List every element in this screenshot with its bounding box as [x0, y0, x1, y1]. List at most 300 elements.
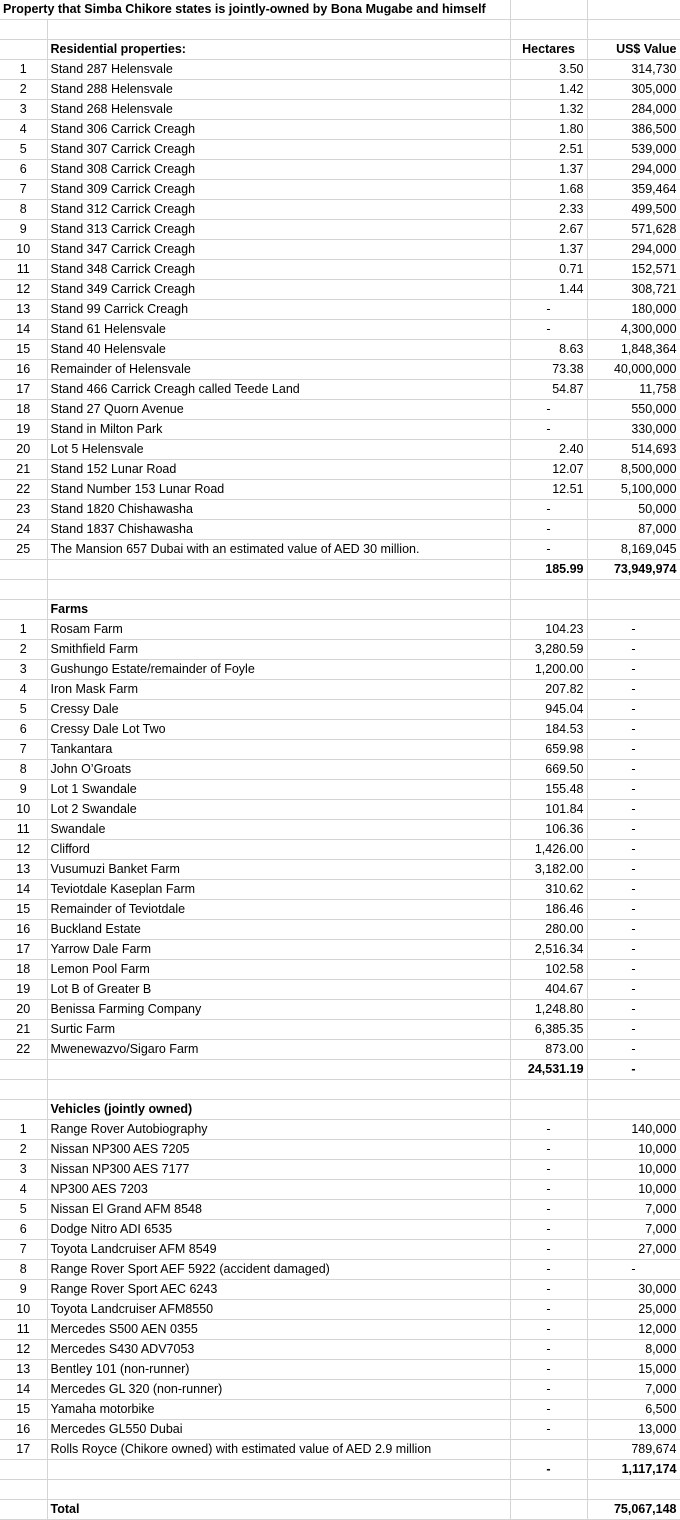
value-cell[interactable]: 50,000: [587, 500, 680, 520]
grand-total-value[interactable]: 75,067,148: [587, 1500, 680, 1520]
hectares-cell[interactable]: 945.04: [510, 700, 587, 720]
hectares-cell[interactable]: -: [510, 1320, 587, 1340]
value-cell[interactable]: 15,000: [587, 1360, 680, 1380]
item-name[interactable]: Swandale: [47, 820, 510, 840]
hectares-column-header[interactable]: Hectares: [510, 40, 587, 60]
value-cell[interactable]: 10,000: [587, 1140, 680, 1160]
value-cell[interactable]: -: [587, 1040, 680, 1060]
row-number[interactable]: 14: [0, 320, 47, 340]
hectares-cell[interactable]: -: [510, 1240, 587, 1260]
item-name[interactable]: Remainder of Teviotdale: [47, 900, 510, 920]
farms-heading[interactable]: Farms: [47, 600, 510, 620]
hectares-cell[interactable]: -: [510, 1260, 587, 1280]
residential-row: [0, 500, 680, 520]
row-number[interactable]: 2: [0, 80, 47, 100]
vehicles-row: [0, 1400, 680, 1420]
item-name[interactable]: Stand 313 Carrick Creagh: [47, 220, 510, 240]
residential-heading[interactable]: Residential properties:: [47, 40, 510, 60]
residential-row: [0, 180, 680, 200]
value-cell[interactable]: -: [587, 960, 680, 980]
row-number[interactable]: 20: [0, 1000, 47, 1020]
hectares-cell[interactable]: -: [510, 1340, 587, 1360]
row-number[interactable]: 19: [0, 980, 47, 1000]
hectares-cell[interactable]: -: [510, 400, 587, 420]
value-cell[interactable]: 789,674: [587, 1440, 680, 1460]
item-name[interactable]: Stand 40 Helensvale: [47, 340, 510, 360]
row-number[interactable]: 10: [0, 240, 47, 260]
item-name[interactable]: Mercedes GL550 Dubai: [47, 1420, 510, 1440]
row-number[interactable]: 13: [0, 860, 47, 880]
vehicles-heading[interactable]: Vehicles (jointly owned): [47, 1100, 510, 1120]
item-name[interactable]: Stand 307 Carrick Creagh: [47, 140, 510, 160]
item-name[interactable]: Tankantara: [47, 740, 510, 760]
vehicles-row: [0, 1380, 680, 1400]
hectares-cell[interactable]: 1.37: [510, 240, 587, 260]
residential-header-row: [0, 40, 680, 60]
hectares-cell[interactable]: -: [510, 500, 587, 520]
hectares-cell[interactable]: 1.32: [510, 100, 587, 120]
value-cell[interactable]: -: [587, 820, 680, 840]
hectares-cell[interactable]: -: [510, 1300, 587, 1320]
vehicles-row: [0, 1420, 680, 1440]
hectares-cell[interactable]: -: [510, 540, 587, 560]
item-name[interactable]: Stand 309 Carrick Creagh: [47, 180, 510, 200]
row-number[interactable]: 14: [0, 880, 47, 900]
item-name[interactable]: Stand 349 Carrick Creagh: [47, 280, 510, 300]
hectares-cell[interactable]: 873.00: [510, 1040, 587, 1060]
value-cell[interactable]: -: [587, 680, 680, 700]
value-cell[interactable]: -: [587, 780, 680, 800]
row-number[interactable]: 5: [0, 1200, 47, 1220]
item-name[interactable]: NP300 AES 7203: [47, 1180, 510, 1200]
hectares-cell[interactable]: 2,516.34: [510, 940, 587, 960]
row-number[interactable]: 12: [0, 840, 47, 860]
row-number[interactable]: 17: [0, 380, 47, 400]
item-name[interactable]: Lot 5 Helensvale: [47, 440, 510, 460]
value-cell[interactable]: -: [587, 740, 680, 760]
item-name[interactable]: Toyota Landcruiser AFM8550: [47, 1300, 510, 1320]
vehicles-row: [0, 1280, 680, 1300]
hectares-cell[interactable]: 3,182.00: [510, 860, 587, 880]
value-cell[interactable]: -: [587, 620, 680, 640]
row-number[interactable]: 17: [0, 940, 47, 960]
value-cell[interactable]: 539,000: [587, 140, 680, 160]
row-number[interactable]: 3: [0, 660, 47, 680]
hectares-cell[interactable]: 310.62: [510, 880, 587, 900]
item-name[interactable]: Stand 152 Lunar Road: [47, 460, 510, 480]
hectares-cell[interactable]: 184.53: [510, 720, 587, 740]
hectares-cell[interactable]: -: [510, 1380, 587, 1400]
hectares-cell[interactable]: 1.68: [510, 180, 587, 200]
value-cell[interactable]: 550,000: [587, 400, 680, 420]
hectares-cell[interactable]: -: [510, 1420, 587, 1440]
item-name[interactable]: Stand 99 Carrick Creagh: [47, 300, 510, 320]
row-number[interactable]: 7: [0, 180, 47, 200]
row-number[interactable]: 12: [0, 1340, 47, 1360]
hectares-cell[interactable]: 280.00: [510, 920, 587, 940]
row-number[interactable]: 6: [0, 720, 47, 740]
residential-total-hectares[interactable]: 185.99: [510, 560, 587, 580]
value-cell[interactable]: 8,500,000: [587, 460, 680, 480]
row-number[interactable]: 18: [0, 400, 47, 420]
item-name[interactable]: The Mansion 657 Dubai with an estimated value of AED 30 million.: [47, 540, 510, 560]
value-cell[interactable]: 5,100,000: [587, 480, 680, 500]
row-number[interactable]: 3: [0, 1160, 47, 1180]
vehicles-total-value[interactable]: 1,117,174: [587, 1460, 680, 1480]
hectares-cell[interactable]: -: [510, 1360, 587, 1380]
row-number[interactable]: 16: [0, 360, 47, 380]
hectares-cell[interactable]: -: [510, 1400, 587, 1420]
value-cell[interactable]: 10,000: [587, 1180, 680, 1200]
value-cell[interactable]: 7,000: [587, 1220, 680, 1240]
value-cell[interactable]: 330,000: [587, 420, 680, 440]
value-cell[interactable]: 359,464: [587, 180, 680, 200]
row-number[interactable]: 22: [0, 480, 47, 500]
value-cell[interactable]: -: [587, 880, 680, 900]
item-name[interactable]: Nissan NP300 AES 7177: [47, 1160, 510, 1180]
row-number[interactable]: 7: [0, 1240, 47, 1260]
value-cell[interactable]: -: [587, 800, 680, 820]
hectares-cell[interactable]: 155.48: [510, 780, 587, 800]
hectares-cell[interactable]: 102.58: [510, 960, 587, 980]
item-name[interactable]: Smithfield Farm: [47, 640, 510, 660]
residential-row: [0, 60, 680, 80]
hectares-cell[interactable]: -: [510, 1280, 587, 1300]
vehicles-total-row: [0, 1460, 680, 1480]
grand-total-label[interactable]: Total: [47, 1500, 510, 1520]
item-name[interactable]: Remainder of Helensvale: [47, 360, 510, 380]
hectares-cell[interactable]: -: [510, 300, 587, 320]
row-number[interactable]: 18: [0, 960, 47, 980]
hectares-cell[interactable]: 1.42: [510, 80, 587, 100]
item-name[interactable]: Cressy Dale: [47, 700, 510, 720]
residential-row: [0, 540, 680, 560]
row-number[interactable]: 7: [0, 740, 47, 760]
value-cell[interactable]: 8,169,045: [587, 540, 680, 560]
value-cell[interactable]: 314,730: [587, 60, 680, 80]
item-name[interactable]: Stand 288 Helensvale: [47, 80, 510, 100]
item-name[interactable]: Rolls Royce (Chikore owned) with estimated value of AED 2.9 million: [47, 1440, 510, 1460]
item-name[interactable]: Stand 27 Quorn Avenue: [47, 400, 510, 420]
residential-total-row: [0, 560, 680, 580]
value-cell[interactable]: 25,000: [587, 1300, 680, 1320]
value-cell[interactable]: 1,848,364: [587, 340, 680, 360]
value-cell[interactable]: 499,500: [587, 200, 680, 220]
item-name[interactable]: Range Rover Sport AEC 6243: [47, 1280, 510, 1300]
item-name[interactable]: Mercedes S430 ADV7053: [47, 1340, 510, 1360]
item-name[interactable]: Stand 1837 Chishawasha: [47, 520, 510, 540]
residential-row: [0, 420, 680, 440]
hectares-cell[interactable]: 2.67: [510, 220, 587, 240]
farms-total-hectares[interactable]: 24,531.19: [510, 1060, 587, 1080]
value-cell[interactable]: 4,300,000: [587, 320, 680, 340]
vehicles-row: [0, 1360, 680, 1380]
hectares-cell[interactable]: 8.63: [510, 340, 587, 360]
hectares-cell[interactable]: 207.82: [510, 680, 587, 700]
hectares-cell[interactable]: 3,280.59: [510, 640, 587, 660]
value-cell[interactable]: 8,000: [587, 1340, 680, 1360]
hectares-cell[interactable]: 1.44: [510, 280, 587, 300]
value-cell[interactable]: 13,000: [587, 1420, 680, 1440]
farms-row: [0, 620, 680, 640]
row-number[interactable]: 17: [0, 1440, 47, 1460]
hectares-cell[interactable]: -: [510, 1140, 587, 1160]
item-name[interactable]: Stand 348 Carrick Creagh: [47, 260, 510, 280]
item-name[interactable]: Stand 347 Carrick Creagh: [47, 240, 510, 260]
value-cell[interactable]: -: [587, 980, 680, 1000]
vehicles-row: [0, 1220, 680, 1240]
hectares-cell[interactable]: 12.07: [510, 460, 587, 480]
value-cell[interactable]: -: [587, 940, 680, 960]
value-cell[interactable]: 6,500: [587, 1400, 680, 1420]
row-number[interactable]: 15: [0, 900, 47, 920]
item-name[interactable]: Teviotdale Kaseplan Farm: [47, 880, 510, 900]
hectares-cell[interactable]: -: [510, 320, 587, 340]
item-name[interactable]: Stand 466 Carrick Creagh called Teede Land: [47, 380, 510, 400]
row-number[interactable]: 14: [0, 1380, 47, 1400]
value-cell[interactable]: -: [587, 920, 680, 940]
farms-row: [0, 780, 680, 800]
sheet-title[interactable]: Property that Simba Chikore states is jointly-owned by Bona Mugabe and himself: [0, 0, 510, 20]
item-name[interactable]: Iron Mask Farm: [47, 680, 510, 700]
hectares-cell[interactable]: -: [510, 1200, 587, 1220]
value-cell[interactable]: -: [587, 660, 680, 680]
hectares-cell[interactable]: 1.80: [510, 120, 587, 140]
residential-row: [0, 200, 680, 220]
value-cell[interactable]: 30,000: [587, 1280, 680, 1300]
value-cell[interactable]: -: [587, 640, 680, 660]
row-number[interactable]: 5: [0, 700, 47, 720]
item-name[interactable]: Clifford: [47, 840, 510, 860]
item-name[interactable]: Lot B of Greater B: [47, 980, 510, 1000]
farms-row: [0, 960, 680, 980]
row-number[interactable]: 2: [0, 640, 47, 660]
value-cell[interactable]: 11,758: [587, 380, 680, 400]
row-number[interactable]: 2: [0, 1140, 47, 1160]
vehicles-row: [0, 1320, 680, 1340]
item-name[interactable]: Vusumuzi Banket Farm: [47, 860, 510, 880]
row-number[interactable]: 9: [0, 1280, 47, 1300]
value-cell[interactable]: 87,000: [587, 520, 680, 540]
residential-row: [0, 140, 680, 160]
row-number[interactable]: 1: [0, 60, 47, 80]
hectares-cell[interactable]: 669.50: [510, 760, 587, 780]
value-column-header[interactable]: US$ Value: [587, 40, 680, 60]
value-cell[interactable]: 7,000: [587, 1380, 680, 1400]
item-name[interactable]: Dodge Nitro ADI 6535: [47, 1220, 510, 1240]
row-number[interactable]: 11: [0, 260, 47, 280]
row-number[interactable]: 24: [0, 520, 47, 540]
item-name[interactable]: Range Rover Autobiography: [47, 1120, 510, 1140]
hectares-cell[interactable]: 1,248.80: [510, 1000, 587, 1020]
value-cell[interactable]: 180,000: [587, 300, 680, 320]
value-cell[interactable]: -: [587, 760, 680, 780]
row-number[interactable]: 21: [0, 460, 47, 480]
farms-row: [0, 980, 680, 1000]
value-cell[interactable]: 514,693: [587, 440, 680, 460]
farms-row: [0, 920, 680, 940]
row-number[interactable]: 6: [0, 160, 47, 180]
item-name[interactable]: Stand 1820 Chishawasha: [47, 500, 510, 520]
item-name[interactable]: Stand 268 Helensvale: [47, 100, 510, 120]
row-number[interactable]: 11: [0, 1320, 47, 1340]
row-number[interactable]: 8: [0, 760, 47, 780]
blank-row: [0, 580, 680, 600]
hectares-cell[interactable]: -: [510, 420, 587, 440]
value-cell[interactable]: -: [587, 1000, 680, 1020]
farms-row: [0, 760, 680, 780]
row-number[interactable]: 4: [0, 120, 47, 140]
hectares-cell[interactable]: -: [510, 520, 587, 540]
value-cell[interactable]: 386,500: [587, 120, 680, 140]
farms-row: [0, 740, 680, 760]
row-number[interactable]: 15: [0, 340, 47, 360]
item-name[interactable]: Bentley 101 (non-runner): [47, 1360, 510, 1380]
item-name[interactable]: Toyota Landcruiser AFM 8549: [47, 1240, 510, 1260]
hectares-cell[interactable]: 12.51: [510, 480, 587, 500]
hectares-cell[interactable]: 0.71: [510, 260, 587, 280]
hectares-cell[interactable]: 2.51: [510, 140, 587, 160]
value-cell[interactable]: 12,000: [587, 1320, 680, 1340]
hectares-cell[interactable]: 3.50: [510, 60, 587, 80]
row-number[interactable]: 20: [0, 440, 47, 460]
row-number[interactable]: 9: [0, 220, 47, 240]
hectares-cell[interactable]: 404.67: [510, 980, 587, 1000]
item-name[interactable]: Rosam Farm: [47, 620, 510, 640]
item-name[interactable]: Yamaha motorbike: [47, 1400, 510, 1420]
value-cell[interactable]: -: [587, 860, 680, 880]
vehicles-row: [0, 1160, 680, 1180]
row-number[interactable]: 16: [0, 920, 47, 940]
row-number[interactable]: 6: [0, 1220, 47, 1240]
item-name[interactable]: Stand 308 Carrick Creagh: [47, 160, 510, 180]
value-cell[interactable]: 7,000: [587, 1200, 680, 1220]
hectares-cell[interactable]: -: [510, 1180, 587, 1200]
item-name[interactable]: Stand 287 Helensvale: [47, 60, 510, 80]
hectares-cell[interactable]: 101.84: [510, 800, 587, 820]
hectares-cell[interactable]: 54.87: [510, 380, 587, 400]
hectares-cell[interactable]: 186.46: [510, 900, 587, 920]
row-number[interactable]: 11: [0, 820, 47, 840]
value-cell[interactable]: 152,571: [587, 260, 680, 280]
value-cell[interactable]: 294,000: [587, 160, 680, 180]
item-name[interactable]: Surtic Farm: [47, 1020, 510, 1040]
row-number[interactable]: 15: [0, 1400, 47, 1420]
row-number[interactable]: 25: [0, 540, 47, 560]
item-name[interactable]: Stand in Milton Park: [47, 420, 510, 440]
row-number[interactable]: 1: [0, 620, 47, 640]
residential-total-value[interactable]: 73,949,974: [587, 560, 680, 580]
hectares-cell[interactable]: -: [510, 1220, 587, 1240]
item-name[interactable]: Nissan El Grand AFM 8548: [47, 1200, 510, 1220]
hectares-cell[interactable]: 2.33: [510, 200, 587, 220]
item-name[interactable]: Nissan NP300 AES 7205: [47, 1140, 510, 1160]
row-number[interactable]: 8: [0, 1260, 47, 1280]
row-number[interactable]: 5: [0, 140, 47, 160]
value-cell[interactable]: -: [587, 1260, 680, 1280]
hectares-cell[interactable]: 106.36: [510, 820, 587, 840]
hectares-cell[interactable]: -: [510, 1120, 587, 1140]
row-number[interactable]: 1: [0, 1120, 47, 1140]
residential-row: [0, 400, 680, 420]
row-number[interactable]: 21: [0, 1020, 47, 1040]
value-cell[interactable]: -: [587, 720, 680, 740]
item-name[interactable]: Cressy Dale Lot Two: [47, 720, 510, 740]
value-cell[interactable]: 10,000: [587, 1160, 680, 1180]
value-cell[interactable]: 571,628: [587, 220, 680, 240]
hectares-cell[interactable]: 73.38: [510, 360, 587, 380]
row-number[interactable]: 13: [0, 1360, 47, 1380]
item-name[interactable]: Range Rover Sport AEF 5922 (accident damaged): [47, 1260, 510, 1280]
value-cell[interactable]: -: [587, 900, 680, 920]
value-cell[interactable]: -: [587, 1020, 680, 1040]
residential-row: [0, 440, 680, 460]
row-number[interactable]: 4: [0, 1180, 47, 1200]
hectares-cell[interactable]: 1,426.00: [510, 840, 587, 860]
item-name[interactable]: Benissa Farming Company: [47, 1000, 510, 1020]
value-cell[interactable]: 294,000: [587, 240, 680, 260]
item-name[interactable]: Gushungo Estate/remainder of Foyle: [47, 660, 510, 680]
row-number[interactable]: 16: [0, 1420, 47, 1440]
item-name[interactable]: Stand 312 Carrick Creagh: [47, 200, 510, 220]
hectares-cell[interactable]: 6,385.35: [510, 1020, 587, 1040]
vehicles-total-hectares[interactable]: -: [510, 1460, 587, 1480]
value-cell[interactable]: -: [587, 840, 680, 860]
row-number[interactable]: 3: [0, 100, 47, 120]
row-number[interactable]: 10: [0, 800, 47, 820]
value-cell[interactable]: -: [587, 700, 680, 720]
item-name[interactable]: Lemon Pool Farm: [47, 960, 510, 980]
residential-row: [0, 460, 680, 480]
item-name[interactable]: Mercedes S500 AEN 0355: [47, 1320, 510, 1340]
item-name[interactable]: Yarrow Dale Farm: [47, 940, 510, 960]
value-cell[interactable]: 40,000,000: [587, 360, 680, 380]
row-number[interactable]: 8: [0, 200, 47, 220]
row-number[interactable]: 19: [0, 420, 47, 440]
row-number[interactable]: 23: [0, 500, 47, 520]
row-number[interactable]: 10: [0, 1300, 47, 1320]
value-cell[interactable]: 27,000: [587, 1240, 680, 1260]
item-name[interactable]: Stand 306 Carrick Creagh: [47, 120, 510, 140]
item-name[interactable]: Stand Number 153 Lunar Road: [47, 480, 510, 500]
vehicles-row: [0, 1200, 680, 1220]
item-name[interactable]: Mercedes GL 320 (non-runner): [47, 1380, 510, 1400]
hectares-cell[interactable]: 104.23: [510, 620, 587, 640]
item-name[interactable]: John O’Groats: [47, 760, 510, 780]
value-cell[interactable]: 308,721: [587, 280, 680, 300]
row-number[interactable]: 4: [0, 680, 47, 700]
hectares-cell[interactable]: -: [510, 1160, 587, 1180]
item-name[interactable]: Mwenewazvo/Sigaro Farm: [47, 1040, 510, 1060]
value-cell[interactable]: 140,000: [587, 1120, 680, 1140]
row-number[interactable]: 12: [0, 280, 47, 300]
hectares-cell[interactable]: 1.37: [510, 160, 587, 180]
farms-total-value[interactable]: -: [587, 1060, 680, 1080]
row-number[interactable]: 22: [0, 1040, 47, 1060]
item-name[interactable]: Buckland Estate: [47, 920, 510, 940]
hectares-cell[interactable]: 1,200.00: [510, 660, 587, 680]
row-number[interactable]: 13: [0, 300, 47, 320]
value-cell[interactable]: 305,000: [587, 80, 680, 100]
row-number[interactable]: 9: [0, 780, 47, 800]
item-name[interactable]: Lot 1 Swandale: [47, 780, 510, 800]
hectares-cell[interactable]: 2.40: [510, 440, 587, 460]
value-cell[interactable]: 284,000: [587, 100, 680, 120]
hectares-cell[interactable]: [510, 1440, 587, 1460]
hectares-cell[interactable]: 659.98: [510, 740, 587, 760]
item-name[interactable]: Lot 2 Swandale: [47, 800, 510, 820]
item-name[interactable]: Stand 61 Helensvale: [47, 320, 510, 340]
